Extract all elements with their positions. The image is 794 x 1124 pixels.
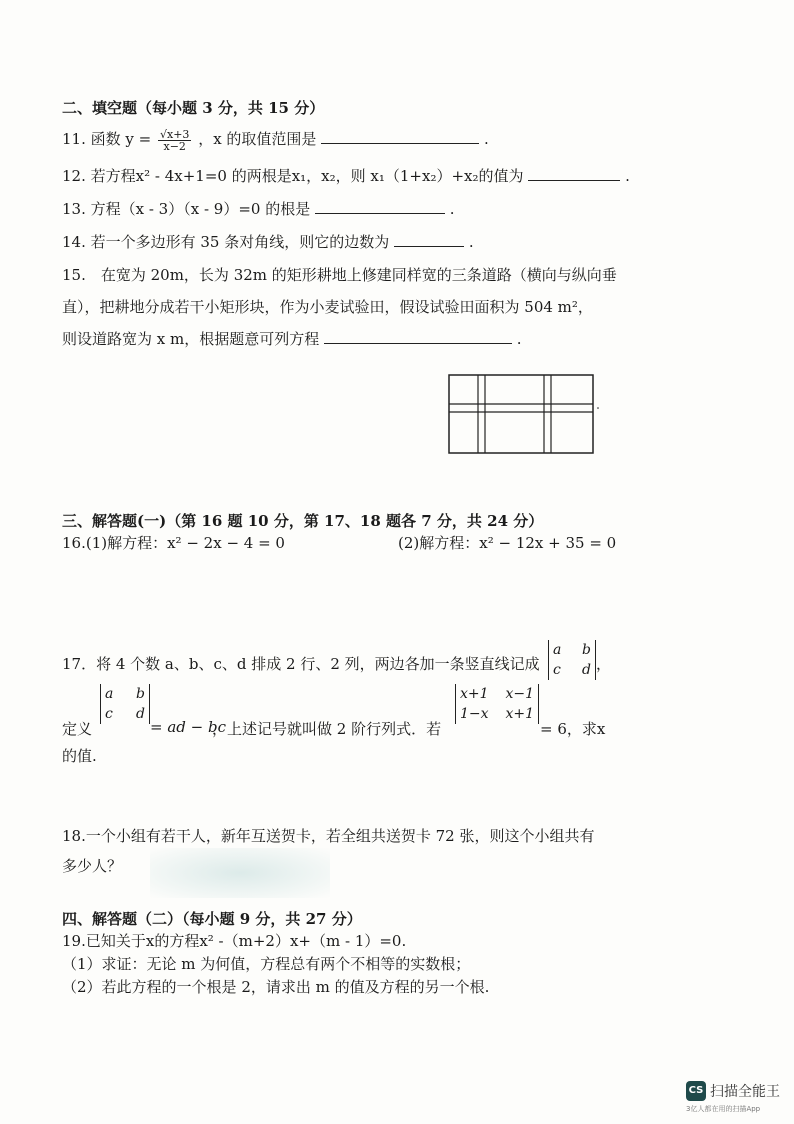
question-16-part1: 16.(1)解方程：x² − 2x − 4 = 0 (62, 534, 285, 552)
det-d: d (582, 662, 591, 678)
camscanner-logo-icon: CS (686, 1081, 706, 1101)
question-13 (62, 198, 455, 219)
def-a: a (105, 686, 114, 702)
q12-answer-blank[interactable] (528, 179, 620, 181)
q11-numerator: √x+3 (159, 127, 190, 141)
camscanner-slogan: 3亿人都在用的扫描App (686, 1105, 761, 1113)
section3-heading: 三、解答题(一)（第 16 题 10 分，第 17、18 题各 7 分，共 24 分） (62, 512, 544, 530)
q13-answer-blank[interactable] (315, 212, 445, 214)
eq-d: x+1 (505, 706, 534, 722)
question-12 (62, 165, 630, 186)
question-19-part2: （2）若此方程的一个根是 2，请求出 m 的值及方程的另一个根. (62, 978, 490, 996)
question-19-line1: 19.已知关于x的方程x² -（m+2）x+（m - 1）=0. (62, 932, 407, 950)
field-road-diagram (448, 374, 600, 456)
eq-a: x+1 (460, 686, 489, 702)
scan-dot (597, 407, 599, 409)
eq-b: x−1 (505, 686, 534, 702)
q11-fraction (158, 129, 191, 152)
q12-end: . (625, 167, 630, 185)
q14-text: 14. 若一个多边形有 35 条对角线，则它的边数为 (62, 233, 390, 251)
scan-smudge (150, 848, 330, 898)
q17-eq-result: = 6，求x (540, 720, 606, 738)
question-15-line3 (62, 328, 522, 349)
question-11 (62, 128, 489, 152)
q13-text: 13. 方程（x - 3）（x - 9）=0 的根是 (62, 200, 311, 218)
eq-c: 1−x (460, 706, 489, 722)
q14-end: . (468, 233, 474, 251)
section4-heading: 四、解答题（二）（每小题 9 分，共 27 分） (62, 910, 362, 928)
question-16-part2: (2)解方程：x² − 12x + 35 = 0 (398, 534, 617, 552)
q15-text: 则设道路宽为 x m，根据题意可列方程 (62, 330, 320, 348)
question-19-part1: （1）求证：无论 m 为何值，方程总有两个不相等的实数根； (62, 955, 471, 973)
q17-def-text: ，上述记号就叫做 2 阶行列式．若 (212, 720, 442, 738)
q17-def-result: = ad − bc (150, 718, 226, 736)
q14-answer-blank[interactable] (394, 245, 464, 247)
question-17-line3: 的值. (62, 747, 97, 765)
section2-heading: 二、填空题（每小题 3 分，共 15 分） (62, 99, 325, 117)
question-18-line1: 18.一个小组有若干人，新年互送贺卡，若全组共送贺卡 72 张，则这个小组共有 (62, 827, 595, 845)
q17-equation-determinant (455, 684, 539, 724)
question-18-line2: 多少人？ (62, 857, 123, 875)
q15-answer-blank[interactable] (324, 342, 512, 344)
q11-end: . (484, 130, 489, 148)
q17-determinant-notation (548, 640, 596, 680)
det-b: b (582, 642, 591, 658)
q17-def-label: 定义 (62, 720, 93, 738)
q11-denominator: x−2 (163, 139, 186, 153)
q12-text: 12. 若方程x² - 4x+1=0 的两根是x₁，x₂，则 x₁（1+x₂）+x₂的值为 (62, 167, 524, 185)
q11-answer-blank[interactable] (321, 142, 479, 144)
det-a: a (553, 642, 562, 658)
question-14 (62, 231, 474, 252)
q13-end: . (449, 200, 455, 218)
def-b: b (136, 686, 145, 702)
q11-prefix: 11. 函数 y = (62, 130, 156, 148)
q17-definition-determinant (100, 684, 150, 724)
question-17-line1: 17．将 4 个数 a、b、c、d 排成 2 行、2 列，两边各加一条竖直线记成 (62, 655, 540, 673)
q15-end: . (516, 330, 522, 348)
q11-text: ，x 的取值范围是 (198, 130, 317, 148)
det-c: c (553, 662, 561, 678)
def-c: c (105, 706, 113, 722)
def-d: d (136, 706, 145, 722)
question-15-line2: 直），把耕地分成若干小矩形块，作为小麦试验田，假设试验田面积为 504 m²， (62, 298, 593, 316)
q17-comma: ， (596, 655, 612, 673)
field-outline (449, 375, 593, 453)
question-15-line1: 15. 在宽为 20m，长为 32m 的矩形耕地上修建同样宽的三条道路（横向与纵向垂 (62, 266, 617, 284)
camscanner-name: 扫描全能王 (710, 1084, 780, 1100)
